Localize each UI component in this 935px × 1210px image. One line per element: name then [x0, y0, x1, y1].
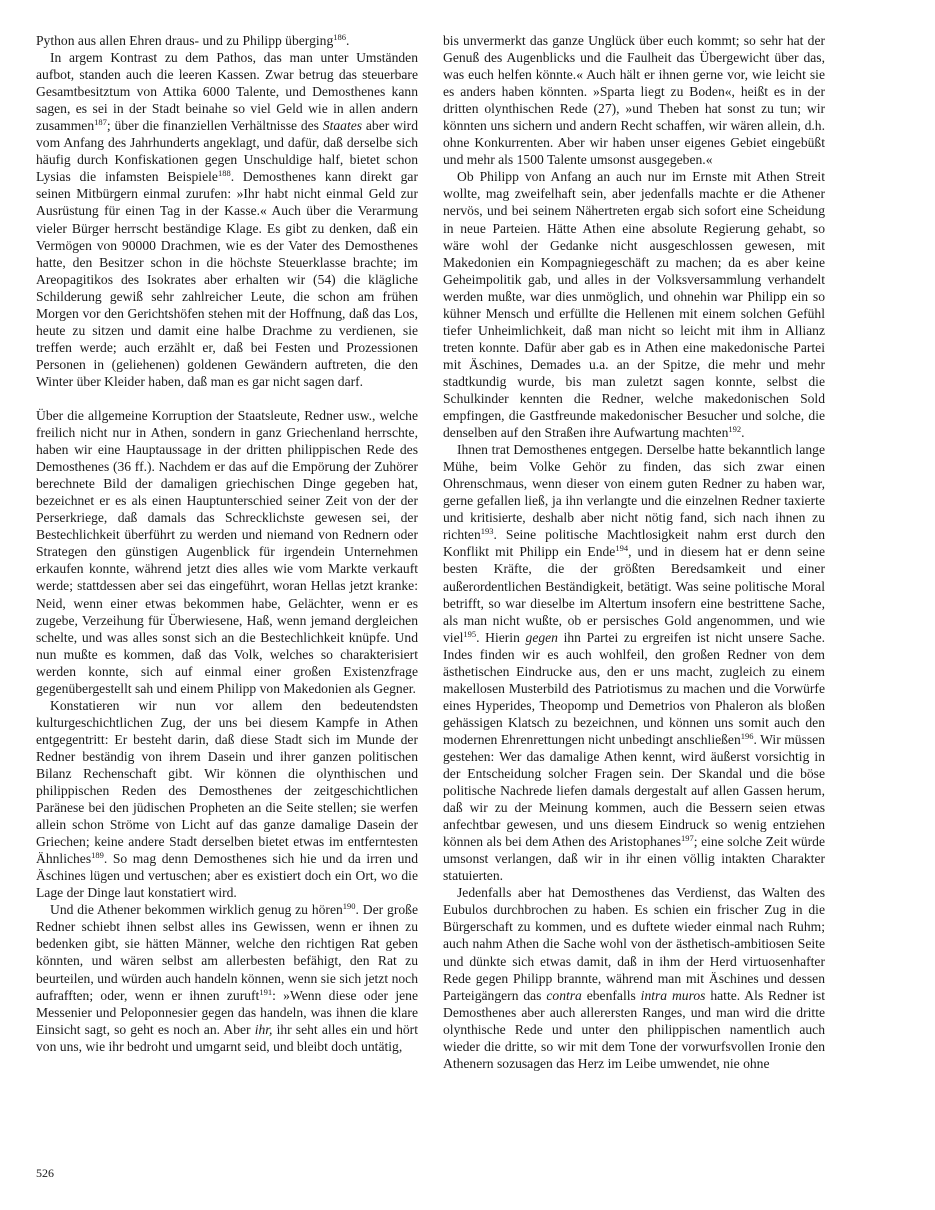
footnote-ref[interactable]: 193 [480, 526, 494, 537]
footnote-ref[interactable]: 191 [259, 986, 273, 997]
paragraph: Ihnen trat Demosthenes entgegen. Derselbe hatte bekanntlich lange Mühe, beim Volke Gehör zu finden, das sich zwar einen Ohrenschmaus, wenn dieser von einem guten Redner zu haben war, gerne gefallen ließ, ja ihn verlangte und die einzelnen Redner taxierte und kritisierte, deshalb aber nicht nötig fand, sich nach ihnen zu richten$^{193}$. Seine politische Machtlosigkeit nahm erst durch den Konflikt mit Philipp ein Ende$^{194}$, und in diesem hat er denn seine besten Kräfte, die der größten Beredsamkeit und einer außerordentlichen Beständigkeit, betätigt. Was seine politische Moral betrifft, so war dieselbe im Altertum insofern eine bestrittene Sache, als man nicht wußte, ob er persisches Gold angenommen, und wie viel$^{195}$. Hierin gegen ihn Partei zu ergreifen ist nicht unsere Sache. Indes finden wir es auch wohlfeil, den großen Redner von dem ästhetischen Eindrucke aus, den er uns macht, zugleich zu einem makellosen Musterbild des Patriotismus zu machen und die Vorwürfe eines Hyperides, Theopomp und Demetrios von Phaleron als bloßen gehässigen Klatsch zu bezeichnen, und können uns somit auch den modernen Ehrenrettungen nicht unbedingt anschließen$^{196}$. Wir müssen gestehen: Wer das damalige Athen kennt, wird äußerst vorsichtig in der Entscheidung solcher Fragen sein. Der Skandal und die böse politische Nachrede liefen damals dergestalt auf allen Gassen herum, daß wir zu der Meinung kommen, auch die Bessern seien etwas anfechtbar gewesen, und uns diesem Eindruck so wenig entziehen können als bei dem Athen des Aristophanes$^{197}$; eine solche Zeit würde umsonst verlangen, daß wir in ihr einen völlig intakten Charakter statuierten. [443, 442, 826, 884]
footnote-ref[interactable]: 195 [463, 628, 477, 639]
footnote-ref[interactable]: 190 [342, 901, 356, 912]
paragraph: Ob Philipp von Anfang an auch nur im Ernste mit Athen Streit wollte, mag zweifelhaft sein, aber jedenfalls machte er die Athener nervös, und bei seinem Nähertreten ergab sich sofort eine Scheidung in neue Parteien. Hätte Athen eine absolute Regierung gehabt, so wäre wohl der Gedanke nicht ausgeschlossen gewesen, mit Makedonien ein Kompagniegeschäft zu machen; da es aber keine Geheimpolitik gab, und alles in der Volksversammlung verhandelt werden mußte, war dies unmöglich, und ohnehin war Philipp ein so kühner Mensch und erfüllte die Hellenen mit einem solchen Gefühl tiefer Unheimlichkeit, daß man nicht so leicht mit ihm in Allianz treten konnte. Dafür aber gab es in Athen eine makedonische Partei mit Äschines, Demades u.a. an der Spitze, die mehr und mehr stadtkundig wurde, bis man zuletzt sagen konnte, selbst die Schulkinder kennten die Redner, welche makedonischen Sold empfingen, die Gastfreunde makedonischer Besucher und solche, die denselben auf den Straßen ihre Aufwartung machten$^{192}$. [443, 169, 825, 441]
paragraph: Python aus allen Ehren draus- und zu Philipp überging$^{186}$. [36, 32, 350, 48]
page-number: 526 [36, 1166, 54, 1180]
footnote-ref[interactable]: 194 [615, 543, 629, 554]
footnote-ref[interactable]: 196 [740, 730, 754, 741]
footnote-ref[interactable]: 197 [681, 833, 694, 844]
paragraph: Und die Athener bekommen wirklich genug zu hören$^{190}$. Der große Redner schiebt ihnen selbst alles ins Gewissen, wenn er ihnen zu bedenken gibt, sie hätten Männer, welche den richtigen Rat geben könnten, und wären selbst am allerbesten befähigt, den Rat zu beurteilen, und würden auch handeln können, wenn sie sich jetzt noch aufrafften; oder, wenn er ihnen zuruft$^{191}$: »Wenn diese oder jene Messenier und Peloponnesier gegen das handeln, was ihnen die klare Einsicht sagt, so geht es noch an. Aber ihr, ihr seht alles ein und hört von uns, wie ihr bedroht und umgarnt seid, und bleibt doch untätig, [36, 901, 419, 1054]
paragraph: Über die allgemeine Korruption der Staatsleute, Redner usw., welche freilich nicht nur in Athen, sondern in ganz Griechenland herrschte, haben wir eine Hauptaussage in der dritten philippischen Rede des Demosthenes (36 ff.). Nachdem er das auf die Empörung der Zuhörer berechnete Bild der damaligen griechischen Dinge gegeben hat, bezeichnet er es als einen Hauptunterschied seiner Zeit von der der Perserkriege, daß damals das Schrecklichste gewesen sei, der Bestechlichkeit überführt zu werden und niemand von Rednern oder Strategen den günstigen Augenblick für irgendein Unternehmen erkaufen konnte, während jetzt dies alles wie vom Markte verkauft werde; stattdessen aber sei das eingeführt, woran Hellas jetzt kranke: Neid, wenn einer etwas bekommen habe, Gelächter, wenn er es zugebe, Verzeihung für Überwiesene, Haß, wenn jemand dergleichen schelte, und was alles sonst sich an die Bestechlichkeit knüpfe. Und nun mußte es kommen, daß das Volk, welches so charakterisiert werden konnte, sich auf einmal einer großen Existenzfrage gegenübergestellt sah und einem Philipp von Makedonien als Gegner. [36, 407, 418, 696]
footnote-ref[interactable]: 186 [333, 32, 347, 42]
paragraph: bis unvermerkt das ganze Unglück über euch kommt; so sehr hat der Genuß des Augenblicks und die Faulheit das Übergewicht über das, was euch helfen könnte.« Auch hält er ihnen gerne vor, wie leicht sie es anders haben könnten. »Sparta liegt zu Boden«, heißt es in der dritten olynthischen Rede (27), »und Theben hat sonst zu tun; wir könnten uns sichern und andern Recht schaffen, wir wären allein, d.h. ohne Konkurrenten. Aber wir haben unser eigenes Gebiet eingebüßt und mehr als 1500 Talente umsonst ausgegeben.« [443, 33, 825, 168]
footnote-ref[interactable]: 187 [94, 117, 107, 128]
left-column [36, 32, 418, 1055]
footnote-ref[interactable]: 188 [217, 168, 231, 179]
paragraph: Konstatieren wir nun vor allem den bedeutendsten kulturgeschichtlichen Zug, der uns bei diesem Kampfe in Athen entgegentritt: Er besteht darin, daß diese Stadt sich im Munde der Redner beständig von ihrem Dasein und ihrer ganzen politischen Bilanz Rechenschaft gibt. Wir können die olynthischen und philippischen Reden des Demosthenes der zeitgeschichtlichen Paränese bei den jüdischen Propheten an die Seite stellen; sie werfen allein schon Ströme von Licht auf das ganze damalige Dasein der Griechen; keine andere Stadt derselben bietet etwas im entferntesten Ähnliches$^{189}$. So mag denn Demosthenes sich hie und da irren und Äschines lügen und vertuschen; aber es existiert doch ein Ort, wo die Lage der Dinge laut konstatiert wird. [36, 697, 418, 901]
footnote-ref[interactable]: 192 [728, 424, 742, 435]
paragraph: Jedenfalls aber hat Demosthenes das Verdienst, das Walten des Eubulos durchbrochen zu haben. Es schien ein frischer Zug in die Bürgerschaft zu kommen, und es duftete wieder einmal nach Ruhm; auch nahm Athen die Sache wohl von der ästhetisch-ambitiosen Seite und dünkte sich etwas damit, daß in ihm der Herd virtuosenhafter Rede gegen Philipp brannte, während man mit Äschines und dessen Parteigängern das contra ebenfalls intra muros hatte. Als Redner ist Demosthenes aber auch allerersten Ranges, und man wird die dritte olynthische Rede und unter den philippischen namentlich auch wieder die dritte, so wir mit dem Tone der vorwurfsvollen Ironie den Athenern sozusagen das Herz im Leibe umwendet, nie ohne [443, 885, 825, 1071]
paragraph: In argem Kontrast zu dem Pathos, das man unter Umständen aufbot, standen auch die leeren Kassen. Zwar betrug das steuerbare Gesamtbesitztum von Attika 6000 Talente, und Demosthenes kann sagen, es sei in der Stadt beinahe so viel Geld wie in allen andern zusammen$^{187}$; über die finanziellen Verhältnisse des Staates aber wird vom Anfang des Jahrhunderts angeklagt, und dafür, daß derselbe sich häufig durch Konfiskationen gegen Unschuldige half, bietet schon Lysias die infamsten Beispiele$^{188}$. Demosthenes kann direkt gar seinen Mitbürgern einmal zurufen: »Ihr habt nicht einmal Geld zur Ausrüstung für einen Tag in der Kasse.« Auch über die Verarmung vieler Bürger herrscht beständige Klage. Es gibt zu denken, daß ein Vermögen von 90000 Drachmen, wie es der Vater des Demosthenes hatte, den Besitzer schon in die höchste Steuerklasse brachte; im Areopagitikos des Isokrates aber erhalten wir (54) die klägliche Schilderung gewiß sehr zahlreicher Leute, die schon am frühen Morgen vor den Gerichtshöfen stehen mit der Hoffnung, daß das Los, heute zu sitzen und damit eine halbe Drachme zu verdienen, sie treffen werde; auch erzählt er, daß bei Festen und Prozessionen Personen in (geliehenen) goldenen Gewändern auftreten, die den Winter über Kleider haben, daß man es gar nicht sagen darf. [36, 50, 418, 389]
footnote-ref[interactable]: 189 [91, 850, 104, 861]
right-column [443, 32, 825, 1072]
